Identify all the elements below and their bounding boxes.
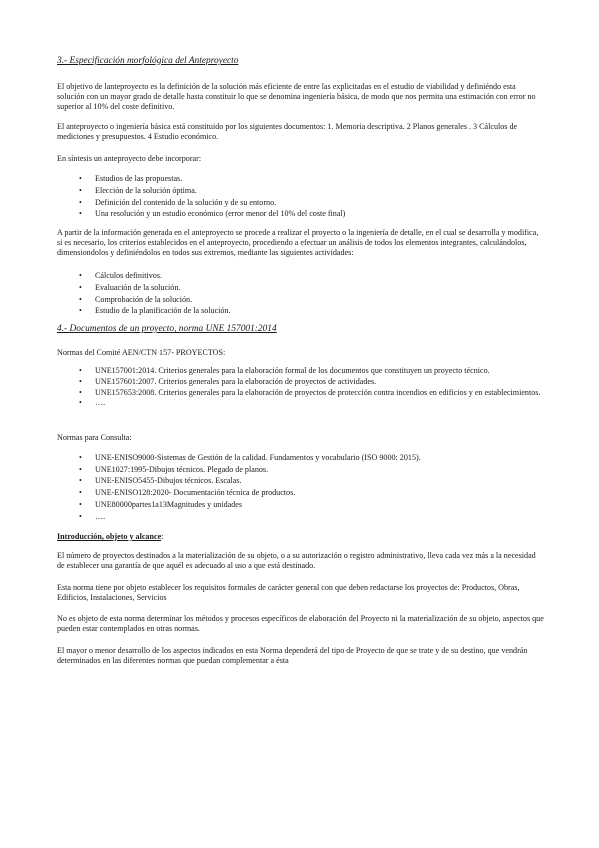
list-item: • …. — [79, 511, 106, 521]
list-item: • UNE-ENISO5455-Dibujos técnicos. Escalas. — [79, 476, 242, 486]
section-4-paragraph-2: Esta norma tiene por objeto establecer los requisitos formales de carácter general con que deben redactarse los proyectos de: Productos, Obras, Edificios, Instalaciones, Servicios — [57, 583, 520, 603]
list-item: • Cálculos definitivos. — [79, 271, 162, 280]
bullet-icon: • — [79, 453, 82, 462]
section-4-paragraph-1: El número de proyectos destinados a la materialización de su objeto, o a su autorización o registro administrativo, lleva cada vez más a la necesidad de establecer una garantía de que aquél es adecuado al uso a que está destinado. — [57, 551, 536, 571]
bullet-icon: • — [79, 464, 82, 474]
intro-heading-line — [57, 532, 545, 542]
consulta-list — [57, 452, 545, 522]
bullet-icon: • — [79, 271, 82, 280]
list-item: • UNE80000partes1a13Magnitudes y unidades — [79, 499, 243, 509]
section-4-paragraph-4: El mayor o menor desarrollo de los aspectos indicados en esta Norma dependerá del tipo de Proyecto de que se trate y de su destino, que vendrán determinados en las diferentes normas que puedan complementar a ésta — [57, 646, 528, 666]
section-3-list-1 — [57, 173, 545, 220]
bullet-icon: • — [79, 387, 82, 397]
bullet-icon: • — [79, 197, 82, 207]
bullet-icon: • — [79, 476, 82, 486]
normas-label: Normas del Comité AEN/CTN 157- PROYECTOS: — [57, 348, 226, 357]
list-item: • Estudios de las propuestas. — [79, 174, 183, 183]
section-3-paragraph-1: El objetivo de lanteproyecto es la definición de la solución más eficiente de entre las explicitadas en el estudio de viabilidad y definiéndo esta solución con un mayor grado de detalle hasta constituir lo que se denomina ingeniería básica, de modo que nos permita una estimación con error no superior al 10% del coste definitivo. — [57, 82, 536, 112]
bullet-icon: • — [79, 511, 82, 521]
bullet-icon: • — [79, 499, 82, 509]
section-4-title: 4.- Documentos de un proyecto, norma UNE 157001:2014 — [57, 324, 277, 334]
section-3-title: 3.- Especificación morfológica del Anteproyecto — [57, 56, 239, 66]
intro-heading: Introducción, objeto y alcance — [57, 532, 162, 541]
section-4-paragraph-3: No es objeto de esta norma determinar los métodos y procesos específicos de elaboración del Proyecto ni la materialización de su objeto, aspectos que pueden estar contemplados en otras normas. — [57, 614, 544, 634]
list-item: • Elección de la solución óptima. — [79, 185, 197, 195]
bullet-icon: • — [79, 174, 82, 183]
section-3-paragraph-4: A partir de la información generada en el anteproyecto se procede a realizar el proyecto o la ingeniería de detalle, en el cual se desarrolla y modifica, si es necesario, los criterios establecidos en el anteproyecto, procediendo a efectuar un análisis de todos los elementos integrantes, calculándolos, dimensiondolos y definiéndolos en todos sus extremos, mediante las siguientes actividades: — [57, 228, 539, 258]
bullet-icon: • — [79, 282, 82, 292]
bullet-icon: • — [79, 366, 82, 375]
bullet-icon: • — [79, 398, 82, 408]
list-item: • UNE157601:2007. Criterios generales para la elaboración de proyectos de actividades. — [79, 376, 377, 386]
list-item: • UNE157001:2014. Criterios generales para la elaboración formal de los documentos que constituyen un proyecto técnico. — [79, 366, 490, 375]
section-3-list-2 — [57, 270, 545, 317]
list-item: • Una resolución y un estudio económico (error menor del 10% del coste final) — [79, 209, 346, 219]
section-3-paragraph-3: En síntesis un anteproyecto debe incorporar: — [57, 154, 202, 163]
list-item: • UNE157653:2008. Criterios generales para la elaboración de proyectos de protección contra incendios en edificios y en establecimientos. — [79, 387, 541, 397]
list-item: • Evaluación de la solución. — [79, 282, 181, 292]
list-item: • UNE-ENISO9000-Sistemas de Gestión de la calidad. Fundamentos y vocabulario (ISO 9000: 2015). — [79, 453, 421, 462]
normas-list — [57, 366, 545, 409]
section-3-paragraph-2: El anteproyecto o ingeniería básica está constituido por los siguientes documentos: 1. Memoria descriptiva. 2 Planos generales . 3 Cálculos de mediciones y presupuestos. 4 Estudio económico. — [57, 122, 518, 142]
bullet-icon: • — [79, 306, 82, 316]
bullet-icon: • — [79, 376, 82, 386]
list-item: • Comprobación de la solución. — [79, 294, 193, 304]
consulta-label: Normas para Consulta: — [57, 433, 132, 442]
bullet-icon: • — [79, 209, 82, 219]
intro-heading-colon: : — [161, 532, 164, 541]
list-item: • Definición del contenido de la solución y de su entorno. — [79, 197, 277, 207]
list-item: • UNE-ENISO128:2020- Documentación técnica de productos. — [79, 488, 296, 498]
list-item: • UNE1027:1995-Dibujos técnicos. Plegado de planos. — [79, 464, 269, 474]
list-item: • Estudio de la planificación de la solución. — [79, 306, 231, 316]
bullet-icon: • — [79, 294, 82, 304]
bullet-icon: • — [79, 488, 82, 498]
list-item: • …. — [79, 398, 106, 408]
bullet-icon: • — [79, 185, 82, 195]
